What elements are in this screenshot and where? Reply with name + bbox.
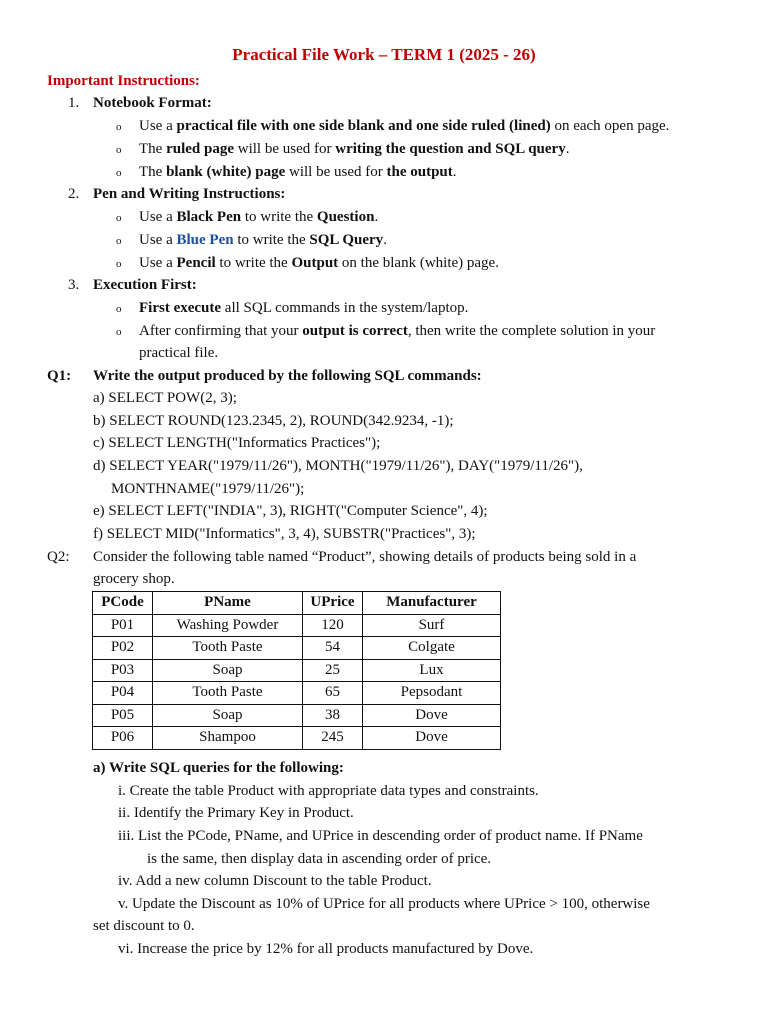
table-row [93, 659, 501, 682]
q1-item: d) SELECT YEAR("1979/11/26"), MONTH("1979/11/26"), DAY("1979/11/26"), [93, 458, 583, 474]
bullet-marker: o [116, 167, 122, 179]
cell-manufacturer: Colgate [363, 637, 501, 660]
q2-task: i. Create the table Product with appropriate data types and constraints. [118, 783, 539, 799]
cell-manufacturer: Dove [363, 704, 501, 727]
cell-uprice: 65 [303, 682, 363, 705]
instruction-line: The blank (white) page will be used for the output. [139, 164, 457, 180]
cell-manufacturer: Surf [363, 614, 501, 637]
cell-pcode: P05 [93, 704, 153, 727]
section-1-number: 1. [68, 95, 80, 111]
cell-pcode: P02 [93, 637, 153, 660]
table-header-row [93, 592, 501, 615]
q2-task: iv. Add a new column Discount to the table Product. [118, 873, 432, 889]
bullet-marker: o [116, 326, 122, 338]
q1-item-continued: MONTHNAME("1979/11/26"); [111, 481, 305, 497]
cell-manufacturer: Dove [363, 727, 501, 750]
q2-task: iii. List the PCode, PName, and UPrice in descending order of product name. If PName [118, 828, 643, 844]
cell-pname: Tooth Paste [153, 637, 303, 660]
bullet-marker: o [116, 303, 122, 315]
q1-item: a) SELECT POW(2, 3); [93, 390, 237, 406]
table-row [93, 682, 501, 705]
header-pcode: PCode [93, 592, 153, 615]
q1-item: b) SELECT ROUND(123.2345, 2), ROUND(342.9234, -1); [93, 413, 454, 429]
q2-label: Q2: [47, 549, 70, 565]
instruction-line: After confirming that your output is correct, then write the complete solution in your [139, 323, 656, 339]
cell-uprice: 38 [303, 704, 363, 727]
section-2-number: 2. [68, 186, 80, 202]
q1-label: Q1: [47, 368, 72, 384]
bullet-marker: o [116, 212, 122, 224]
cell-pname: Tooth Paste [153, 682, 303, 705]
cell-uprice: 25 [303, 659, 363, 682]
cell-pcode: P04 [93, 682, 153, 705]
cell-pcode: P06 [93, 727, 153, 750]
bullet-marker: o [116, 235, 122, 247]
q2-task-continued: set discount to 0. [93, 918, 195, 934]
q2-part-a-heading: a) Write SQL queries for the following: [93, 760, 344, 776]
cell-manufacturer: Pepsodant [363, 682, 501, 705]
instruction-line: Use a Pencil to write the Output on the blank (white) page. [139, 255, 499, 271]
section-3-number: 3. [68, 277, 80, 293]
section-2-heading: Pen and Writing Instructions: [93, 186, 286, 202]
cell-pcode: P03 [93, 659, 153, 682]
q2-task-continued: is the same, then display data in ascending order of price. [147, 851, 492, 867]
cell-uprice: 120 [303, 614, 363, 637]
q1-item: c) SELECT LENGTH("Informatics Practices"); [93, 435, 381, 451]
cell-manufacturer: Lux [363, 659, 501, 682]
bullet-marker: o [116, 258, 122, 270]
page-title: Practical File Work – TERM 1 (2025 - 26) [232, 45, 536, 64]
q1-item: f) SELECT MID("Informatics", 3, 4), SUBSTR("Practices", 3); [93, 526, 476, 542]
q2-task: vi. Increase the price by 12% for all products manufactured by Dove. [118, 941, 534, 957]
q2-task: ii. Identify the Primary Key in Product. [118, 805, 354, 821]
header-uprice: UPrice [303, 592, 363, 615]
table-row [93, 614, 501, 637]
q2-intro: Consider the following table named “Product”, showing details of products being sold in a [93, 549, 637, 565]
instructions-heading: Important Instructions: [47, 73, 200, 89]
cell-pname: Shampoo [153, 727, 303, 750]
bullet-marker: o [116, 121, 122, 133]
q1-item: e) SELECT LEFT("INDIA", 3), RIGHT("Computer Science", 4); [93, 503, 488, 519]
table-row [93, 704, 501, 727]
section-3-heading: Execution First: [93, 277, 197, 293]
instruction-line: First execute all SQL commands in the system/laptop. [139, 300, 469, 316]
table-row [93, 637, 501, 660]
q2-task: v. Update the Discount as 10% of UPrice for all products where UPrice > 100, otherwise [118, 896, 650, 912]
q1-heading: Write the output produced by the following SQL commands: [93, 368, 482, 384]
table-row [93, 727, 501, 750]
instruction-line-continued: practical file. [139, 345, 219, 361]
header-pname: PName [153, 592, 303, 615]
instruction-line: Use a practical file with one side blank and one side ruled (lined) on each open page. [139, 118, 670, 134]
bullet-marker: o [116, 144, 122, 156]
cell-pname: Soap [153, 659, 303, 682]
cell-pname: Soap [153, 704, 303, 727]
section-1-heading: Notebook Format: [93, 95, 212, 111]
instruction-line: The ruled page will be used for writing the question and SQL query. [139, 141, 570, 157]
instruction-line: Use a Blue Pen to write the SQL Query. [139, 232, 387, 248]
q2-intro-continued: grocery shop. [93, 571, 175, 587]
product-table [92, 591, 501, 750]
header-manufacturer: Manufacturer [363, 592, 501, 615]
cell-uprice: 54 [303, 637, 363, 660]
instruction-line: Use a Black Pen to write the Question. [139, 209, 379, 225]
cell-pcode: P01 [93, 614, 153, 637]
cell-uprice: 245 [303, 727, 363, 750]
cell-pname: Washing Powder [153, 614, 303, 637]
